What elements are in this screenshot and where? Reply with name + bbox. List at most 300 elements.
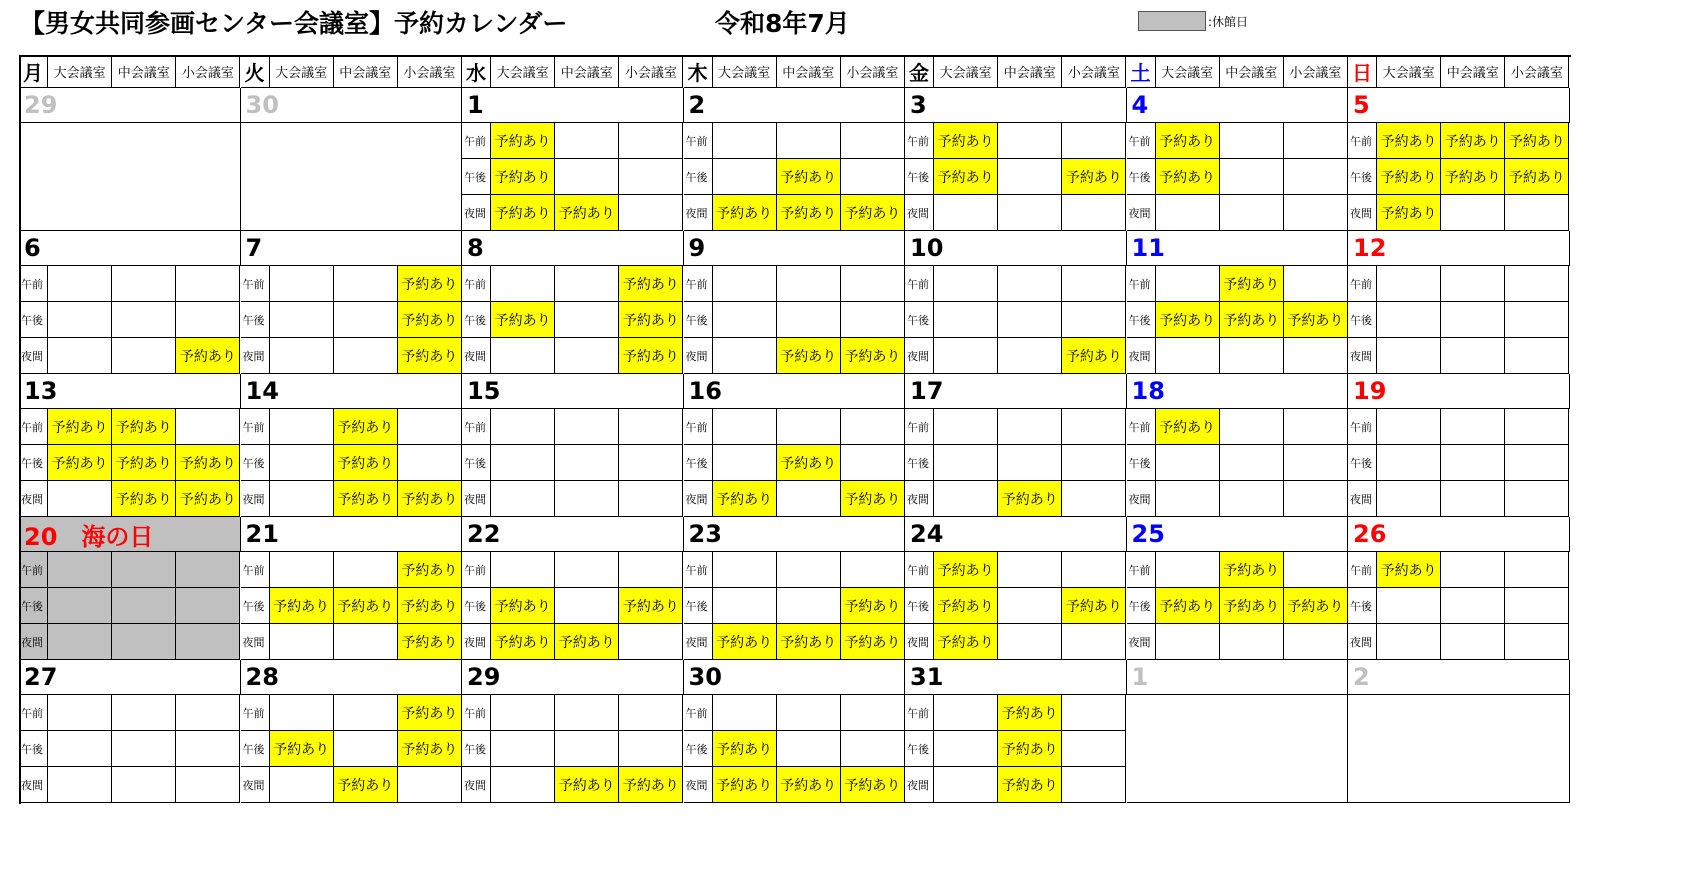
slot-label: 夜間 [1348, 624, 1377, 660]
reservation-cell-reserved: 予約あり [713, 624, 777, 660]
slot-label: 午後 [905, 731, 934, 767]
reservation-cell [334, 338, 398, 374]
reservation-cell-reserved: 予約あり [48, 445, 112, 481]
slot-label: 午前 [241, 409, 270, 445]
room-header: 中会議室 [777, 55, 841, 88]
reservation-cell [777, 552, 841, 588]
reservation-cell [619, 552, 683, 588]
reservation-cell-reserved: 予約あり [841, 481, 905, 517]
reservation-cell-reserved: 予約あり [713, 767, 777, 803]
reservation-cell-reserved: 予約あり [398, 695, 462, 731]
slot-label: 午前 [462, 552, 491, 588]
day-number: 11 [1127, 231, 1349, 266]
slot-label: 午後 [462, 159, 491, 195]
reservation-cell-reserved: 予約あり [176, 338, 240, 374]
room-header: 小会議室 [841, 55, 905, 88]
reservation-cell [1505, 409, 1569, 445]
reservation-cell [713, 302, 777, 338]
slot-label: 午後 [684, 445, 713, 481]
reservation-cell [841, 445, 905, 481]
reservation-cell [270, 552, 334, 588]
reservation-cell [1220, 445, 1284, 481]
reservation-cell [619, 195, 683, 231]
reservation-cell [934, 266, 998, 302]
reservation-cell-reserved: 予約あり [1156, 123, 1220, 159]
slot-label: 夜間 [462, 624, 491, 660]
reservation-cell [1441, 445, 1505, 481]
reservation-cell [491, 445, 555, 481]
reservation-cell-reserved: 予約あり [1284, 588, 1348, 624]
slot-label: 夜間 [462, 338, 491, 374]
reservation-cell-reserved: 予約あり [1220, 302, 1284, 338]
slot-label: 午後 [462, 302, 491, 338]
room-header: 小会議室 [1284, 55, 1348, 88]
reservation-cell-reserved: 予約あり [1062, 159, 1126, 195]
reservation-cell [1062, 731, 1126, 767]
reservation-cell-reserved: 予約あり [491, 624, 555, 660]
slot-label: 午前 [241, 695, 270, 731]
reservation-cell-reserved: 予約あり [1062, 588, 1126, 624]
reservation-cell-reserved: 予約あり [176, 481, 240, 517]
day-number: 5 [1348, 88, 1570, 123]
reservation-cell [998, 588, 1062, 624]
slot-label: 午前 [241, 552, 270, 588]
reservation-cell [934, 695, 998, 731]
reservation-cell-reserved: 予約あり [1062, 338, 1126, 374]
day-number: 16 [684, 374, 906, 409]
reservation-cell [777, 266, 841, 302]
reservation-cell [1505, 588, 1569, 624]
reservation-cell [777, 481, 841, 517]
reservation-cell-reserved: 予約あり [555, 767, 619, 803]
empty-day-body [1127, 695, 1349, 803]
reservation-cell [48, 338, 112, 374]
day-number: 22 [462, 517, 684, 552]
reservation-cell [491, 409, 555, 445]
reservation-cell [934, 731, 998, 767]
reservation-cell [713, 266, 777, 302]
reservation-cell [334, 624, 398, 660]
reservation-cell [48, 481, 112, 517]
slot-label: 午後 [905, 445, 934, 481]
slot-label: 午前 [1127, 409, 1156, 445]
reservation-cell [777, 302, 841, 338]
reservation-cell [619, 445, 683, 481]
slot-label: 夜間 [1348, 338, 1377, 374]
slot-label: 午後 [1127, 159, 1156, 195]
reservation-cell [713, 552, 777, 588]
reservation-cell [1377, 588, 1441, 624]
reservation-cell-reserved: 予約あり [491, 588, 555, 624]
reservation-cell-reserved: 予約あり [619, 302, 683, 338]
reservation-cell [1505, 266, 1569, 302]
reservation-cell-reserved: 予約あり [398, 338, 462, 374]
reservation-cell [619, 159, 683, 195]
reservation-cell [1505, 624, 1569, 660]
reservation-cell-reserved: 予約あり [934, 123, 998, 159]
reservation-cell-reserved: 予約あり [491, 195, 555, 231]
legend-label: :休館日 [1208, 14, 1249, 29]
reservation-cell-reserved: 予約あり [1377, 552, 1441, 588]
reservation-cell [1220, 409, 1284, 445]
reservation-cell-reserved: 予約あり [934, 552, 998, 588]
reservation-cell [1284, 195, 1348, 231]
reservation-cell [1156, 195, 1220, 231]
reservation-cell-reserved: 予約あり [713, 481, 777, 517]
slot-label: 夜間 [462, 767, 491, 803]
reservation-cell-reserved: 予約あり [777, 767, 841, 803]
reservation-cell [1062, 302, 1126, 338]
day-number: 15 [462, 374, 684, 409]
reservation-cell-reserved: 予約あり [491, 159, 555, 195]
reservation-cell [398, 409, 462, 445]
reservation-cell [1220, 159, 1284, 195]
reservation-cell [619, 731, 683, 767]
slot-label: 午後 [19, 588, 48, 624]
slot-label: 夜間 [462, 195, 491, 231]
slot-label: 午後 [241, 731, 270, 767]
reservation-cell [934, 195, 998, 231]
reservation-cell-reserved: 予約あり [998, 731, 1062, 767]
slot-label: 夜間 [19, 624, 48, 660]
reservation-cell [491, 338, 555, 374]
reservation-cell-reserved: 予約あり [1441, 159, 1505, 195]
room-header: 大会議室 [491, 55, 555, 88]
reservation-cell [841, 159, 905, 195]
reservation-cell [1062, 445, 1126, 481]
reservation-cell [998, 552, 1062, 588]
reservation-cell-reserved: 予約あり [619, 338, 683, 374]
reservation-cell [48, 731, 112, 767]
reservation-cell [555, 445, 619, 481]
reservation-cell [1441, 588, 1505, 624]
reservation-cell [491, 266, 555, 302]
reservation-cell [1062, 481, 1126, 517]
reservation-cell [491, 481, 555, 517]
reservation-cell-reserved: 予約あり [48, 409, 112, 445]
reservation-cell [998, 159, 1062, 195]
reservation-cell [1062, 624, 1126, 660]
reservation-cell [1284, 624, 1348, 660]
reservation-cell-reserved: 予約あり [112, 445, 176, 481]
slot-label: 夜間 [19, 481, 48, 517]
reservation-cell [270, 767, 334, 803]
slot-label: 午後 [462, 588, 491, 624]
slot-label: 夜間 [241, 338, 270, 374]
reservation-cell-reserved: 予約あり [1441, 123, 1505, 159]
reservation-cell [48, 695, 112, 731]
reservation-cell [48, 266, 112, 302]
reservation-cell [398, 445, 462, 481]
reservation-cell-reserved: 予約あり [777, 624, 841, 660]
reservation-cell [1062, 123, 1126, 159]
reservation-cell [1505, 481, 1569, 517]
slot-label: 午後 [1127, 302, 1156, 338]
day-number: 9 [684, 231, 906, 266]
slot-label: 夜間 [905, 195, 934, 231]
room-header: 小会議室 [619, 55, 683, 88]
reservation-cell [1377, 409, 1441, 445]
slot-label: 午前 [905, 409, 934, 445]
slot-label: 午前 [19, 266, 48, 302]
reservation-cell [619, 695, 683, 731]
reservation-cell [270, 338, 334, 374]
reservation-cell [1505, 338, 1569, 374]
reservation-cell [48, 624, 112, 660]
slot-label: 午前 [462, 123, 491, 159]
reservation-cell-reserved: 予約あり [398, 624, 462, 660]
reservation-cell [1220, 338, 1284, 374]
reservation-cell-reserved: 予約あり [777, 445, 841, 481]
reservation-cell-reserved: 予約あり [398, 481, 462, 517]
weekday-header: 日 [1348, 55, 1377, 88]
room-header: 大会議室 [1156, 55, 1220, 88]
reservation-cell [491, 731, 555, 767]
reservation-cell [555, 695, 619, 731]
legend [1138, 11, 1248, 31]
reservation-cell [48, 302, 112, 338]
slot-label: 午後 [462, 445, 491, 481]
reservation-cell [841, 695, 905, 731]
day-number: 10 [905, 231, 1127, 266]
day-number: 23 [684, 517, 906, 552]
reservation-cell-reserved: 予約あり [334, 767, 398, 803]
slot-label: 午前 [905, 123, 934, 159]
reservation-cell-reserved: 予約あり [555, 624, 619, 660]
slot-label: 午後 [241, 302, 270, 338]
reservation-cell [176, 695, 240, 731]
reservation-cell [270, 409, 334, 445]
slot-label: 午後 [1127, 445, 1156, 481]
reservation-cell [176, 588, 240, 624]
reservation-cell [1441, 195, 1505, 231]
empty-day-body [241, 123, 463, 231]
reservation-cell [555, 266, 619, 302]
slot-label: 午前 [1348, 409, 1377, 445]
reservation-cell [777, 409, 841, 445]
room-header: 中会議室 [998, 55, 1062, 88]
weekday-header: 水 [462, 55, 491, 88]
room-header: 大会議室 [713, 55, 777, 88]
reservation-cell [1220, 195, 1284, 231]
reservation-cell [1156, 552, 1220, 588]
room-header: 中会議室 [1441, 55, 1505, 88]
reservation-cell [1505, 302, 1569, 338]
reservation-cell [334, 731, 398, 767]
slot-label: 夜間 [1127, 481, 1156, 517]
slot-label: 午後 [19, 302, 48, 338]
reservation-cell [491, 767, 555, 803]
slot-label: 午後 [905, 302, 934, 338]
reservation-cell [1441, 552, 1505, 588]
reservation-cell [555, 159, 619, 195]
reservation-cell [1284, 123, 1348, 159]
reservation-cell [176, 731, 240, 767]
room-header: 大会議室 [1377, 55, 1441, 88]
day-number: 28 [241, 660, 463, 695]
reservation-cell-reserved: 予約あり [1156, 302, 1220, 338]
reservation-cell [713, 338, 777, 374]
reservation-cell-reserved: 予約あり [398, 552, 462, 588]
reservation-cell-reserved: 予約あり [841, 195, 905, 231]
slot-label: 午後 [1348, 302, 1377, 338]
slot-label: 夜間 [684, 624, 713, 660]
reservation-cell [1441, 302, 1505, 338]
reservation-cell [619, 409, 683, 445]
slot-label: 午後 [905, 159, 934, 195]
reservation-cell [1156, 481, 1220, 517]
day-number: 3 [905, 88, 1127, 123]
reservation-cell [934, 338, 998, 374]
reservation-cell-reserved: 予約あり [841, 624, 905, 660]
reservation-cell [555, 481, 619, 517]
reservation-cell [176, 552, 240, 588]
day-number: 30 [684, 660, 906, 695]
reservation-cell-reserved: 予約あり [334, 409, 398, 445]
reservation-cell [1156, 266, 1220, 302]
reservation-cell-reserved: 予約あり [398, 588, 462, 624]
reservation-cell [491, 695, 555, 731]
reservation-cell [1220, 123, 1284, 159]
reservation-cell [176, 624, 240, 660]
slot-label: 夜間 [684, 481, 713, 517]
reservation-cell [1441, 266, 1505, 302]
slot-label: 夜間 [1127, 195, 1156, 231]
reservation-cell [1441, 624, 1505, 660]
slot-label: 午後 [1348, 588, 1377, 624]
slot-label: 午前 [1127, 552, 1156, 588]
reservation-cell-reserved: 予約あり [713, 731, 777, 767]
reservation-cell [713, 695, 777, 731]
weekday-header: 金 [905, 55, 934, 88]
slot-label: 午後 [241, 588, 270, 624]
reservation-cell-reserved: 予約あり [619, 588, 683, 624]
reservation-cell-reserved: 予約あり [777, 195, 841, 231]
reservation-cell-reserved: 予約あり [1156, 409, 1220, 445]
reservation-cell [1156, 624, 1220, 660]
room-header: 中会議室 [112, 55, 176, 88]
reservation-cell [334, 695, 398, 731]
reservation-cell [112, 624, 176, 660]
reservation-cell-reserved: 予約あり [334, 445, 398, 481]
slot-label: 午前 [905, 695, 934, 731]
day-number: 30 [241, 88, 463, 123]
slot-label: 夜間 [1127, 624, 1156, 660]
slot-label: 午前 [241, 266, 270, 302]
day-number: 12 [1348, 231, 1570, 266]
reservation-cell [1441, 409, 1505, 445]
reservation-cell [112, 731, 176, 767]
reservation-cell [998, 338, 1062, 374]
slot-label: 午前 [905, 266, 934, 302]
slot-label: 夜間 [462, 481, 491, 517]
reservation-cell [270, 695, 334, 731]
room-header: 小会議室 [398, 55, 462, 88]
reservation-cell-reserved: 予約あり [713, 195, 777, 231]
slot-label: 午前 [1127, 266, 1156, 302]
day-number: 20 海の日 [19, 517, 241, 552]
reservation-cell [713, 159, 777, 195]
reservation-cell-reserved: 予約あり [619, 266, 683, 302]
reservation-cell [934, 409, 998, 445]
slot-label: 午後 [1127, 588, 1156, 624]
reservation-cell [619, 624, 683, 660]
reservation-cell [112, 695, 176, 731]
room-header: 中会議室 [1220, 55, 1284, 88]
reservation-cell-reserved: 予約あり [619, 767, 683, 803]
room-header: 中会議室 [555, 55, 619, 88]
day-number: 19 [1348, 374, 1570, 409]
slot-label: 午前 [684, 695, 713, 731]
slot-label: 夜間 [684, 338, 713, 374]
reservation-cell [555, 588, 619, 624]
slot-label: 午後 [462, 731, 491, 767]
reservation-cell [176, 302, 240, 338]
reservation-cell-reserved: 予約あり [491, 302, 555, 338]
reservation-cell-reserved: 予約あり [398, 302, 462, 338]
weekday-header: 火 [241, 55, 270, 88]
reservation-cell-reserved: 予約あり [176, 445, 240, 481]
reservation-cell [398, 767, 462, 803]
closed-swatch [1138, 11, 1206, 31]
slot-label: 午後 [905, 588, 934, 624]
reservation-cell-reserved: 予約あり [112, 409, 176, 445]
reservation-cell [1220, 481, 1284, 517]
reservation-cell-reserved: 予約あり [934, 588, 998, 624]
day-number: 1 [1127, 660, 1349, 695]
reservation-cell [176, 767, 240, 803]
reservation-cell [176, 409, 240, 445]
reservation-cell [713, 588, 777, 624]
slot-label: 夜間 [241, 481, 270, 517]
day-number: 25 [1127, 517, 1349, 552]
slot-label: 午前 [684, 409, 713, 445]
reservation-cell [998, 445, 1062, 481]
day-number: 8 [462, 231, 684, 266]
reservation-cell [48, 767, 112, 803]
reservation-cell [334, 552, 398, 588]
reservation-cell [270, 266, 334, 302]
day-number: 2 [1348, 660, 1570, 695]
month-label: 令和8年7月 [715, 9, 850, 38]
reservation-cell-reserved: 予約あり [1377, 195, 1441, 231]
reservation-cell-reserved: 予約あり [998, 767, 1062, 803]
day-number: 17 [905, 374, 1127, 409]
slot-label: 午前 [19, 695, 48, 731]
slot-label: 午前 [1348, 266, 1377, 302]
reservation-cell [112, 767, 176, 803]
slot-label: 午前 [905, 552, 934, 588]
reservation-cell [1284, 159, 1348, 195]
slot-label: 夜間 [1348, 481, 1377, 517]
reservation-cell [1377, 624, 1441, 660]
day-number: 2 [684, 88, 906, 123]
reservation-cell [998, 266, 1062, 302]
reservation-cell [1377, 481, 1441, 517]
slot-label: 夜間 [19, 338, 48, 374]
reservation-cell [713, 409, 777, 445]
reservation-cell [998, 195, 1062, 231]
day-number: 7 [241, 231, 463, 266]
reservation-cell-reserved: 予約あり [1505, 123, 1569, 159]
reservation-cell [270, 302, 334, 338]
reservation-cell [1284, 445, 1348, 481]
reservation-cell-reserved: 予約あり [1377, 159, 1441, 195]
day-number: 29 [19, 88, 241, 123]
reservation-cell [112, 552, 176, 588]
reservation-cell [555, 552, 619, 588]
reservation-cell [48, 552, 112, 588]
